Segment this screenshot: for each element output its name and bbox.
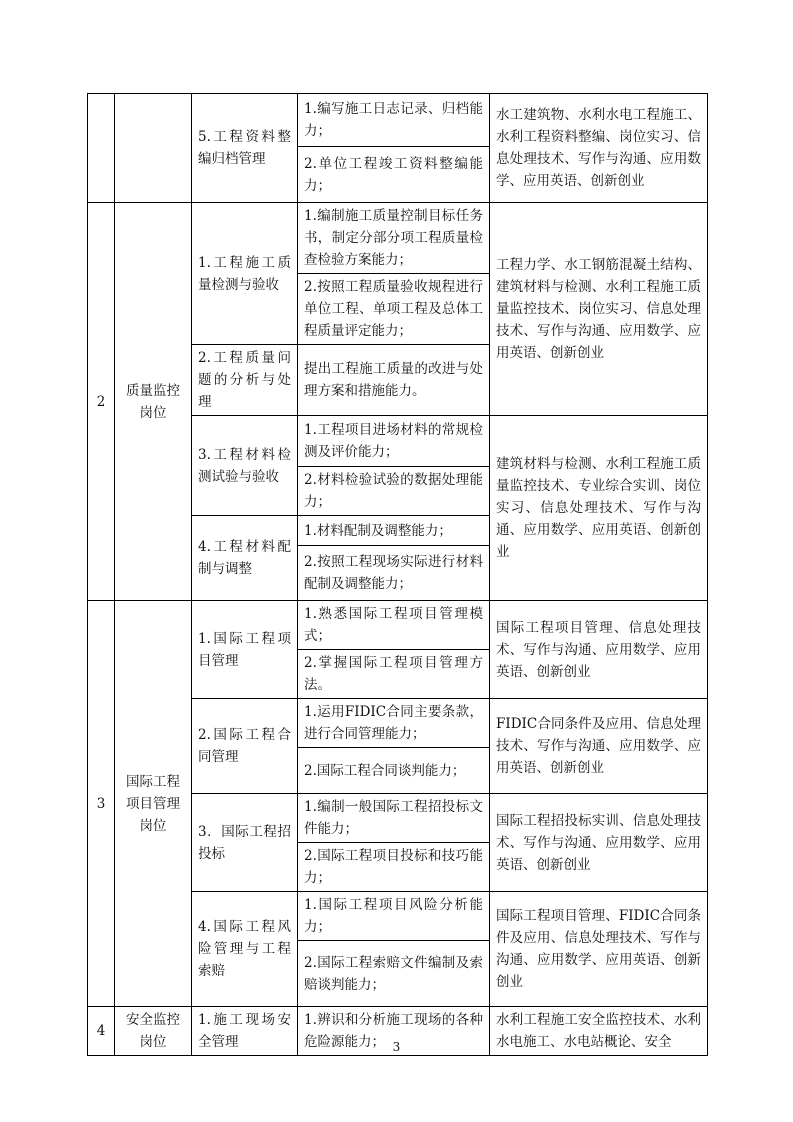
course-ability-table: [87, 93, 708, 1056]
ability-item: 2.国际工程项目投标和技巧能力；: [298, 843, 490, 892]
row-number: 3: [88, 601, 115, 1007]
table-row: [88, 601, 708, 650]
ability-item: 1.熟悉国际工程项目管理模式；: [298, 601, 490, 650]
ability-item: 1.编制一般国际工程招投标文件能力；: [298, 794, 490, 843]
course-list: 国际工程项目管理、FIDIC合同条件及应用、信息处理技术、写作与沟通、应用数学、应用英语、创新创业: [490, 892, 708, 1007]
ability-item: 2.掌握国际工程项目管理方法。: [298, 650, 490, 699]
ability-item: 1.运用FIDIC合同主要条款，进行合同管理能力；: [298, 699, 490, 748]
ability-item: 1.编写施工日志记录、归档能力；: [298, 94, 490, 147]
ability-item: 2.材料检验试验的数据处理能力；: [298, 467, 490, 516]
ability-item: 1.辨识和分析施工现场的各种危险源能力；: [298, 1007, 490, 1056]
work-task: 1.施工现场安全管理: [192, 1007, 298, 1056]
ability-item: 2.按照工程现场实际进行材料配制及调整能力；: [298, 546, 490, 601]
row-number: 2: [88, 203, 115, 601]
course-list: 建筑材料与检测、水利工程施工质量监控技术、专业综合实训、岗位实习、信息处理技术、写作与沟通、应用数学、应用英语、创新创业: [490, 416, 708, 601]
course-list: 国际工程招投标实训、信息处理技术、写作与沟通、应用数学、应用英语、创新创业: [490, 794, 708, 892]
row-number: [88, 94, 115, 203]
ability-item: 提出工程施工质量的改进与处理方案和措施能力。: [298, 345, 490, 416]
work-task: 2.工程质量问题的分析与处理: [192, 345, 298, 416]
work-task: 1.工程施工质量检测与验收: [192, 203, 298, 345]
work-task: 5.工程资料整编归档管理: [192, 94, 298, 203]
ability-item: 1.编制施工质量控制目标任务书，制定分部分项工程质量检查检验方案能力；: [298, 203, 490, 274]
ability-item: 1.材料配制及调整能力；: [298, 516, 490, 546]
post-name: 国际工程项目管理岗位: [115, 601, 192, 1007]
post-name: 安全监控岗位: [115, 1007, 192, 1056]
table-row: [88, 203, 708, 274]
ability-item: 2.按照工程质量验收规程进行单位工程、单项工程及总体工程质量评定能力；: [298, 274, 490, 345]
row-number: 4: [88, 1007, 115, 1056]
work-task: 2.国际工程合同管理: [192, 699, 298, 794]
course-list: 工程力学、水工钢筋混凝土结构、建筑材料与检测、水利工程施工质量监控技术、岗位实习、信息处理技术、写作与沟通、应用数学、应用英语、创新创业: [490, 203, 708, 416]
post-name: 质量监控岗位: [115, 203, 192, 601]
course-list: FIDIC合同条件及应用、信息处理技术、写作与沟通、应用数学、应用英语、创新创业: [490, 699, 708, 794]
table-row: [88, 94, 708, 147]
ability-item: 2.国际工程索赔文件编制及索赔谈判能力；: [298, 941, 490, 1007]
work-task: 3．国际工程招投标: [192, 794, 298, 892]
post-name: [115, 94, 192, 203]
ability-item: 1.工程项目进场材料的常规检测及评价能力；: [298, 416, 490, 467]
work-task: 4.国际工程风险管理与工程索赔: [192, 892, 298, 1007]
ability-item: 1.国际工程项目风险分析能力；: [298, 892, 490, 941]
course-list: 国际工程项目管理、信息处理技术、写作与沟通、应用数学、应用英语、创新创业: [490, 601, 708, 699]
page-number: 3: [392, 1040, 401, 1054]
work-task: 4.工程材料配制与调整: [192, 516, 298, 601]
ability-item: 2.国际工程合同谈判能力；: [298, 748, 490, 794]
work-task: 1.国际工程项目管理: [192, 601, 298, 699]
course-list: 水利工程施工安全监控技术、水利水电施工、水电站概论、安全: [490, 1007, 708, 1056]
ability-item: 2.单位工程竣工资料整编能力；: [298, 147, 490, 203]
course-list: 水工建筑物、水利水电工程施工、水利工程资料整编、岗位实习、信息处理技术、写作与沟通、应用数学、应用英语、创新创业: [490, 94, 708, 203]
work-task: 3.工程材料检测试验与验收: [192, 416, 298, 516]
